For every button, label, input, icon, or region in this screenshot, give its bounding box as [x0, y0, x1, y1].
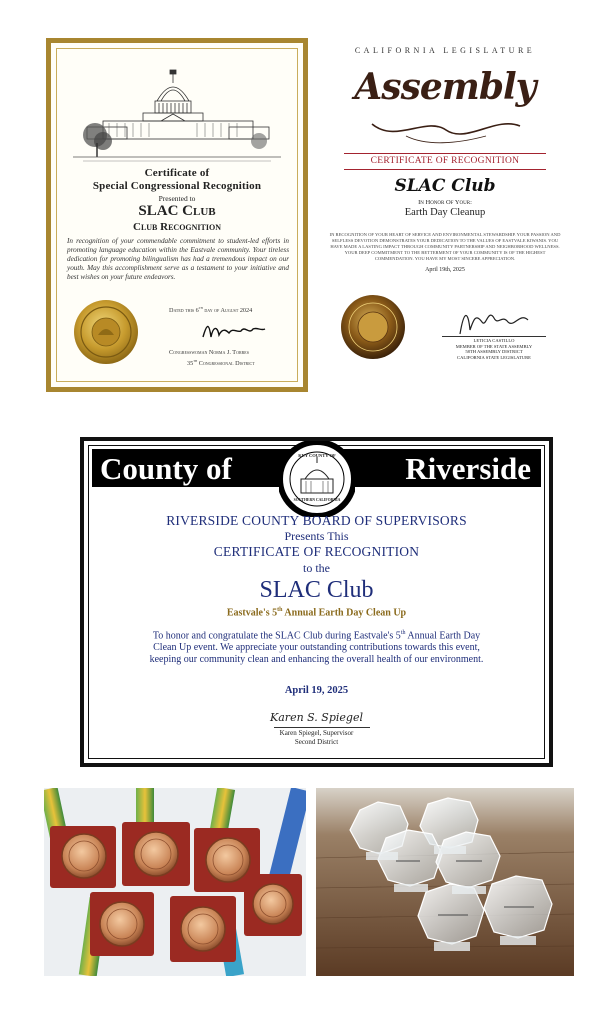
- gold-seal-icon: [73, 299, 139, 365]
- signer-district: Second District: [294, 738, 339, 746]
- capitol-building-illustration: [73, 65, 281, 165]
- divider-bottom: [344, 169, 546, 170]
- flourish-ornament: [366, 114, 526, 148]
- signer-name: LETICIA CASTILLO: [473, 338, 515, 343]
- awards-photo: [316, 788, 574, 976]
- band-right-text: Riverside: [405, 451, 531, 486]
- recipient-name: SLAC Club: [138, 203, 216, 219]
- signer-block: [442, 338, 546, 360]
- signer-name: Congresswoman Norma J. Torres: [169, 349, 249, 356]
- recipient-name: SLAC Club: [394, 176, 496, 196]
- certificate-date: April 19th, 2025: [425, 267, 465, 273]
- divider-top: [344, 153, 546, 154]
- medals-photo: [44, 788, 306, 976]
- event-name: Earth Day Cleanup: [404, 207, 486, 218]
- signer-org: CALIFORNIA STATE LEGISLATURE: [457, 354, 531, 360]
- title-line-1: Certificate of: [144, 167, 210, 179]
- recipient-name: SLAC Club: [259, 577, 374, 603]
- signer-name: Karen Spiegel, Supervisor: [279, 729, 354, 737]
- signer-district: 58TH ASSEMBLY DISTRICT: [465, 349, 523, 355]
- to-the-line: to the: [303, 561, 330, 575]
- assembly-header: CALIFORNIA LEGISLATURE: [354, 46, 536, 55]
- recognition-body: In recognition of your commendable commitment to student-led efforts in promoting language education within the Eastvale community. Your tireless dedication for promoting bilingualism has had a tremendous impact on our youth. May this accomplishment serve as a testament to your initiative and best wishes on your future endeavors.: [67, 237, 289, 281]
- congressional-certificate: [46, 38, 308, 392]
- honor-line: In Honor Of Your:: [418, 199, 472, 206]
- crystal-awards-illustration: [316, 788, 574, 976]
- riverside-certificate: [80, 437, 553, 767]
- assembly-script-title: Assembly: [354, 66, 536, 108]
- assembly-certificate: [316, 38, 574, 392]
- state-seal-icon: [340, 294, 406, 360]
- recognition-subtitle: Club Recognition: [133, 221, 221, 233]
- presents-line: Presents This: [284, 529, 349, 543]
- signer-district: 35th Congressional District: [187, 358, 255, 368]
- date-line: Dated this 6th day of August 2024: [169, 305, 253, 315]
- certificate-title: CERTIFICATE OF RECOGNITION: [370, 156, 520, 166]
- medals-illustration: [44, 788, 306, 976]
- recognition-body: To honor and congratulate the SLAC Club during Eastvale's 5th Annual Earth Day Clean Up event. We appreciate your outstanding contributions towards this event, keeping our community clean and enhancing the overall health of our environment.: [149, 630, 484, 666]
- signer-title: MEMBER OF THE STATE ASSEMBLY: [455, 343, 533, 349]
- certificate-date: April 19, 2025: [284, 685, 349, 696]
- seal-bottom-text: SOUTHERN CALIFORNIA: [293, 498, 341, 502]
- signature-image: [201, 319, 267, 343]
- title-line-2: Special Congressional Recognition: [92, 180, 262, 192]
- band-left-text: County of: [100, 451, 232, 486]
- board-name: RIVERSIDE COUNTY BOARD OF SUPERVISORS: [166, 513, 467, 528]
- event-name: Eastvale's 5th Annual Earth Day Clean Up: [226, 607, 407, 619]
- presented-to: Presented to: [158, 194, 196, 203]
- signature-image: [454, 304, 534, 340]
- certificate-title: CERTIFICATE OF RECOGNITION: [213, 544, 420, 559]
- signature-image: Karen S. Spiegel: [270, 711, 363, 724]
- recognition-body: IN RECOGNITION OF YOUR HEART OF SERVICE AND ENVIRONMENTAL STEWARDSHIP. YOUR PASSION AND SELFLESS DEVOTION DEMONSTRATES YOUR DEDICATION TO THE VALUES OF EASTVALE KIWANIS. YOU HAVE MADE A LASTING IMPACT THROUGH COMMUNITY PARTNERSHIP AND NEIGHBORHOOD WELLNESS. YOUR DEEP COMMITMENT TO THE BETTERMENT OF YOUR COMMUNITY IS OF THE HIGHEST COMMENDATION. YOU HAVE MY MOST SINCERE APPRECIATION.: [329, 232, 561, 261]
- seal-top-text: KEY COUNTY OF: [298, 453, 336, 458]
